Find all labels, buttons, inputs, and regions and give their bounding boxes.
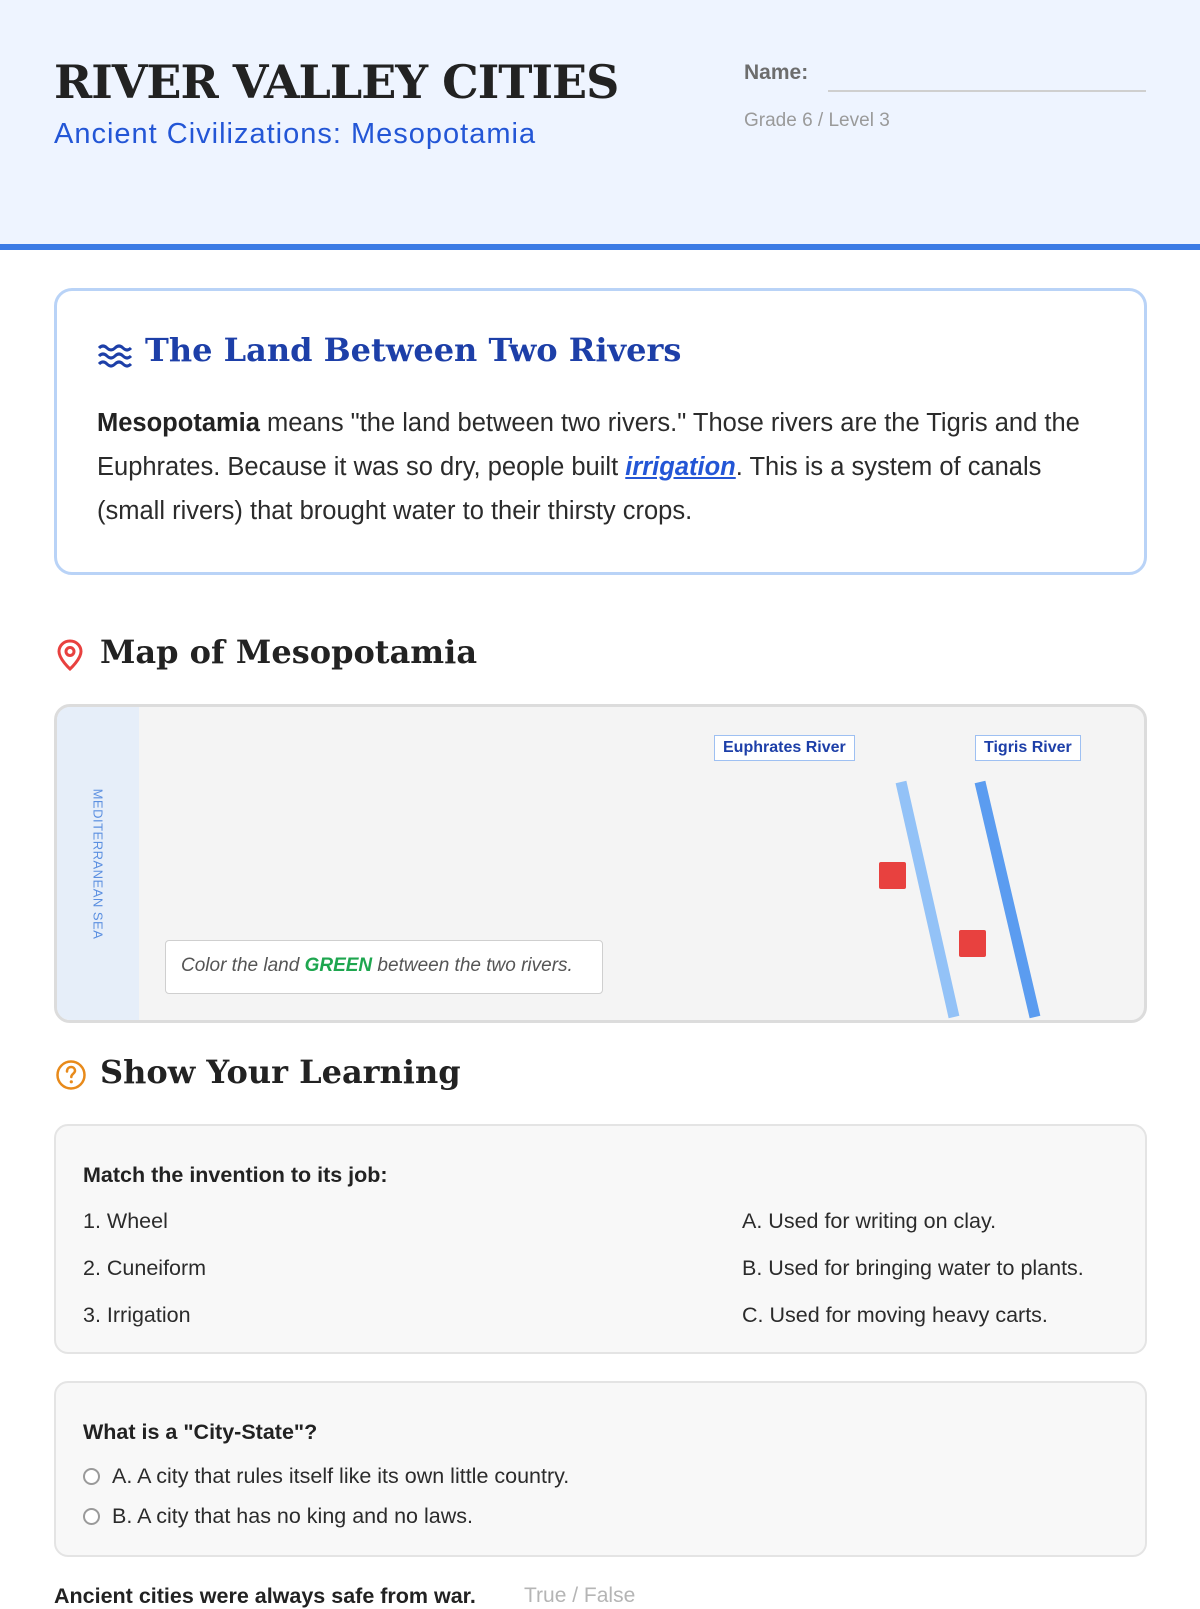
match-item-irrigation: 3. Irrigation xyxy=(83,1303,191,1327)
map-note-after: between the two rivers. xyxy=(372,955,573,976)
city-marker xyxy=(959,930,986,957)
match-answer-b: B. Used for bringing water to plants. xyxy=(742,1256,1084,1280)
quiz-section-title: Show Your Learning xyxy=(100,1053,461,1091)
intro-box xyxy=(54,288,1147,575)
map-panel xyxy=(54,704,1147,1023)
sea-label: MEDITERRANEAN SEA xyxy=(90,788,106,940)
intro-paragraph xyxy=(97,401,1102,533)
page-subtitle: Ancient Civilizations: Mesopotamia xyxy=(54,118,537,150)
euphrates-label: Euphrates River xyxy=(714,735,855,761)
worksheet-header xyxy=(0,0,1200,250)
map-note-color-word: GREEN xyxy=(304,955,373,976)
true-false-question: Ancient cities were always safe from war. xyxy=(54,1584,476,1608)
tigris-river xyxy=(980,782,1035,1017)
intro-text-part2: . This is a system of canals (small rivers) that brought water to their thirsty crops. xyxy=(97,453,1042,525)
match-item-cuneiform: 2. Cuneiform xyxy=(83,1256,207,1280)
map-section-title: Map of Mesopotamia xyxy=(100,633,478,671)
intro-heading: The Land Between Two Rivers xyxy=(145,331,682,369)
city-state-option-a[interactable] xyxy=(83,1463,569,1489)
city-state-prompt: What is a "City-State"? xyxy=(83,1420,318,1444)
key-term-irrigation: irrigation xyxy=(625,453,736,481)
option-b-label: B. A city that has no king and no laws. xyxy=(112,1503,473,1528)
waves-icon xyxy=(97,341,133,371)
question-circle-icon xyxy=(55,1059,87,1091)
grade-level: Grade 6 / Level 3 xyxy=(744,110,890,131)
matching-prompt: Match the invention to its job: xyxy=(83,1163,388,1187)
page-title: RIVER VALLEY CITIES xyxy=(54,55,619,109)
city-state-option-b[interactable] xyxy=(83,1503,473,1529)
match-answer-a: A. Used for writing on clay. xyxy=(742,1209,997,1233)
city-state-question-card xyxy=(54,1381,1147,1557)
euphrates-river xyxy=(901,782,954,1017)
map-note-before: Color the land xyxy=(181,955,305,976)
option-a-label: A. A city that rules itself like its own little country. xyxy=(112,1463,570,1488)
tigris-label: Tigris River xyxy=(975,735,1081,761)
key-term-mesopotamia: Mesopotamia xyxy=(97,409,260,437)
radio-button[interactable] xyxy=(83,1468,100,1485)
match-item-wheel: 1. Wheel xyxy=(83,1209,168,1233)
intro-text-part1: means "the land between two rivers." Those rivers are the Tigris and the Euphrates. Because it was so dry, people built xyxy=(97,409,1080,481)
name-label: Name: xyxy=(744,61,809,84)
matching-question-card xyxy=(54,1124,1147,1354)
true-false-hint[interactable]: True / False xyxy=(524,1584,636,1607)
radio-button[interactable] xyxy=(83,1508,100,1525)
city-marker xyxy=(879,862,906,889)
match-answer-c: C. Used for moving heavy carts. xyxy=(742,1303,1048,1327)
name-field[interactable] xyxy=(828,90,1146,92)
map-pin-icon xyxy=(56,638,84,672)
map-instruction xyxy=(165,940,603,994)
